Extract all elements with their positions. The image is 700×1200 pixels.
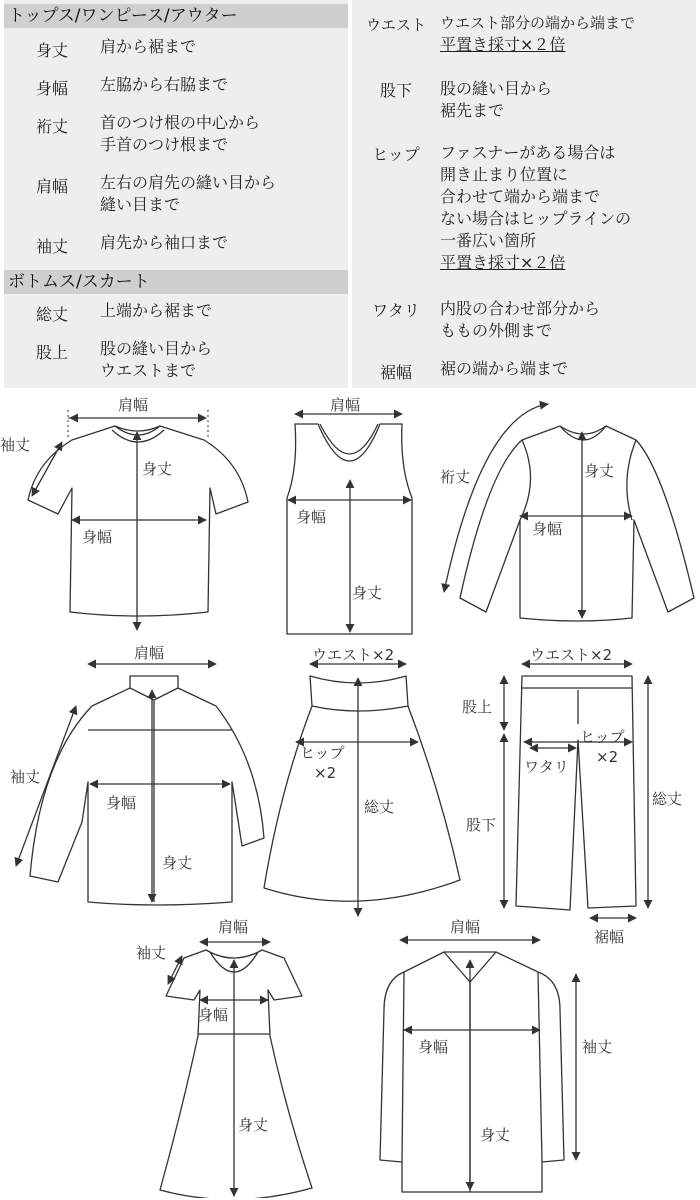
tank-shoulder-label: 肩幅 — [330, 396, 361, 414]
desc-sodetake: 肩先から袖口まで — [100, 233, 229, 252]
tops-section-header: トップス/ワンピース/アウター — [4, 4, 348, 28]
note-hip: 平置き採寸×２倍 — [440, 253, 566, 272]
shirt-shoulder-label: 肩幅 — [134, 644, 165, 662]
raglan-length-label: 身丈 — [584, 462, 615, 480]
tshirt-width-label: 身幅 — [82, 528, 113, 546]
desc-susohaba: 裾の端から端まで — [440, 359, 569, 378]
skirt-diagram — [264, 664, 460, 916]
skirt-hip-label-2: ×2 — [314, 764, 337, 782]
shirt-diagram — [16, 664, 264, 905]
desc-hip-5: 一番広い箇所 — [440, 231, 537, 250]
pants-hem-label: 裾幅 — [594, 928, 625, 946]
coat-diagram — [380, 940, 576, 1192]
pants-inseam-label: 股下 — [466, 816, 497, 834]
desc-yuki-2: 手首のつけ根まで — [100, 135, 229, 154]
tshirt-diagram — [28, 410, 248, 630]
raglan-yuki-label: 裄丈 — [440, 468, 471, 486]
dress-length-label: 身丈 — [238, 1116, 269, 1134]
shirt-outline — [30, 676, 264, 905]
bottoms-section-header: ボトムス/スカート — [4, 270, 348, 294]
pants-hip-label-2: ×2 — [596, 748, 619, 766]
pants-total-label: 総丈 — [652, 790, 683, 808]
term-matashita: 股下 — [379, 81, 412, 100]
coat-shoulder-label: 肩幅 — [450, 918, 481, 936]
desc-matashita-2: 裾先まで — [440, 101, 505, 120]
term-mataue: 股上 — [35, 343, 68, 362]
pants-hip-label-1: ヒップ — [580, 728, 625, 746]
desc-mataue-1: 股の縫い目から — [100, 339, 213, 358]
term-sodetake: 袖丈 — [35, 237, 68, 256]
tshirt-length-label: 身丈 — [142, 460, 173, 478]
term-mihaba: 身幅 — [35, 79, 68, 98]
raglan-outline — [460, 426, 694, 621]
tshirt-outline — [28, 426, 248, 616]
tank-width-label: 身幅 — [296, 508, 327, 526]
term-soutake: 総丈 — [35, 305, 68, 324]
term-mitake: 身丈 — [35, 41, 68, 60]
term-yuki: 裄丈 — [35, 117, 68, 136]
desc-mitake: 肩から裾まで — [100, 37, 197, 56]
desc-mataue-2: ウエストまで — [100, 361, 197, 380]
tshirt-shoulder-label: 肩幅 — [118, 396, 149, 414]
desc-hip-3: 合わせて端から端まで — [440, 187, 601, 206]
desc-watari-2: ももの外側まで — [440, 321, 553, 340]
shirt-length-label: 身丈 — [162, 854, 193, 872]
pants-rise-label: 股上 — [462, 698, 493, 716]
term-katahaba: 肩幅 — [35, 177, 68, 196]
note-waist: 平置き採寸×２倍 — [440, 35, 566, 54]
desc-hip-1: ファスナーがある場合は — [440, 143, 616, 162]
dress-outline — [160, 950, 312, 1198]
pants-outline — [516, 676, 636, 910]
desc-matashita-1: 股の縫い目から — [440, 79, 553, 98]
desc-waist: ウエスト部分の端から端まで — [440, 14, 636, 32]
garment-diagrams — [0, 390, 700, 1198]
raglan-width-label: 身幅 — [532, 520, 563, 538]
desc-hip-2: 開き止まり位置に — [440, 165, 569, 184]
skirt-outline — [264, 676, 460, 901]
pants-waist-label: ウエスト×2 — [530, 646, 613, 664]
raglan-diagram — [444, 404, 694, 621]
dress-sleeve-label: 袖丈 — [136, 944, 167, 962]
desc-mihaba: 左脇から右脇まで — [100, 75, 229, 94]
shirt-sleeve-label: 袖丈 — [10, 768, 41, 786]
tshirt-sleeve-label: 袖丈 — [0, 436, 31, 454]
pants-thigh-label: ワタリ — [524, 758, 569, 776]
desc-yuki-1: 首のつけ根の中心から — [100, 113, 261, 132]
desc-katahaba-1: 左右の肩先の縫い目から — [100, 173, 277, 192]
dress-shoulder-label: 肩幅 — [218, 918, 249, 936]
tops-bottoms-table — [4, 0, 348, 388]
term-susohaba: 裾幅 — [379, 363, 412, 382]
bottoms-detail-table — [352, 0, 696, 388]
dress-diagram — [160, 942, 312, 1198]
desc-katahaba-2: 縫い目まで — [100, 195, 181, 214]
term-waist: ウエスト — [365, 16, 426, 34]
desc-soutake: 上端から裾まで — [100, 301, 213, 320]
tank-length-label: 身丈 — [352, 584, 383, 602]
desc-watari-1: 内股の合わせ部分から — [440, 299, 601, 318]
pants-diagram — [504, 664, 648, 918]
skirt-hip-label-1: ヒップ — [300, 744, 345, 762]
coat-sleeve-label: 袖丈 — [582, 1038, 613, 1056]
dress-width-label: 身幅 — [198, 1006, 229, 1024]
term-hip: ヒップ — [372, 145, 420, 164]
desc-hip-4: ない場合はヒップラインの — [440, 209, 632, 228]
coat-length-label: 身丈 — [480, 1126, 511, 1144]
coat-width-label: 身幅 — [418, 1038, 449, 1056]
term-watari: ワタリ — [372, 301, 420, 320]
shirt-width-label: 身幅 — [106, 794, 137, 812]
coat-outline — [380, 952, 564, 1192]
skirt-waist-label: ウエスト×2 — [312, 646, 395, 664]
skirt-total-label: 総丈 — [364, 798, 395, 816]
